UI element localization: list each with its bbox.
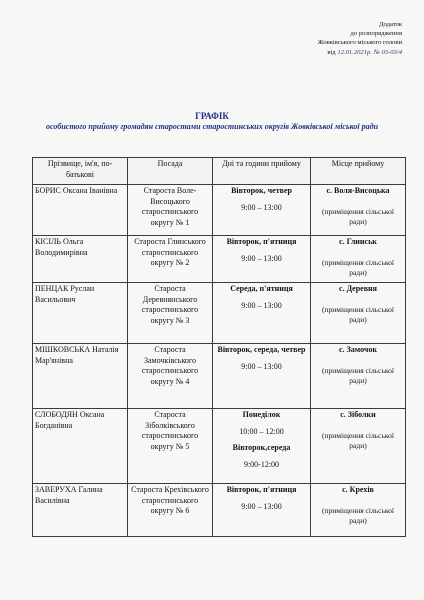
table-row	[33, 409, 406, 484]
cell-place	[311, 344, 406, 409]
cell-days	[213, 283, 311, 344]
given-name: Оксана Іванівна	[62, 186, 118, 195]
cell-days	[213, 409, 311, 484]
header-name: Прізвище, ім'я, по-батькові	[33, 158, 128, 185]
reception-hours: 9:00 – 13:00	[241, 501, 282, 511]
premises: (приміщення сільської ради)	[322, 505, 394, 525]
appendix-date-line	[252, 48, 402, 57]
table-header-row	[33, 158, 406, 185]
cell-days	[213, 484, 311, 537]
reception-days: Середа, п'ятниця	[230, 284, 293, 293]
given-name: Ольга Володимирівна	[35, 237, 88, 257]
village: с. Замочок	[338, 345, 378, 354]
header-post: Посада	[128, 158, 213, 185]
header-place: Місце прийому	[311, 158, 406, 185]
reception-hours-2: 9:00-12:00	[243, 459, 280, 469]
reception-days: Вівторок, п'ятниця	[226, 485, 297, 494]
surname: ЗАВЕРУХА	[35, 485, 77, 494]
appendix-date-prefix: від	[327, 48, 336, 56]
cell-name	[33, 185, 128, 236]
reception-hours: 9:00 – 13:00	[241, 202, 282, 212]
appendix-header	[252, 20, 402, 57]
document-subtitle: особистого прийому громадян старостами старостинських округів Жовківської міської ради	[45, 122, 379, 131]
appendix-number-handwritten: № 03-03/4	[373, 48, 402, 56]
reception-days: Вівторок, четвер	[231, 186, 292, 195]
village: с. Воля-Висоцька	[326, 186, 390, 195]
appendix-date-handwritten: 12.01.2021р.	[337, 48, 372, 56]
cell-name	[33, 283, 128, 344]
table-row	[33, 185, 406, 236]
cell-post: Староста Зіболківського старостинського округу № 5	[128, 409, 213, 484]
surname: ПЕНЦАК	[35, 284, 69, 293]
cell-place	[311, 409, 406, 484]
cell-post: Староста Глинського старостинського округу № 2	[128, 236, 213, 283]
surname: СЛОБОДЯН	[35, 410, 78, 419]
cell-place	[311, 484, 406, 537]
cell-place	[311, 283, 406, 344]
village: с. Деревня	[339, 284, 377, 293]
table-row	[33, 283, 406, 344]
reception-days: Понеділок	[242, 410, 281, 419]
reception-hours: 10:00 – 12:00	[239, 426, 284, 436]
village: с. Крехів	[342, 485, 374, 494]
appendix-label: Додаток	[378, 21, 402, 28]
reception-days-2: Вівторок,середа	[232, 443, 291, 452]
cell-post: Староста Крехівського старостинського округу № 6	[128, 484, 213, 537]
cell-name	[33, 484, 128, 537]
header-days: Дні та години прийому	[213, 158, 311, 185]
cell-name	[33, 409, 128, 484]
table-row	[33, 484, 406, 537]
cell-place	[311, 236, 406, 283]
premises: (приміщення сільської ради)	[322, 365, 394, 385]
premises: (приміщення сільської ради)	[322, 304, 394, 324]
table-row	[33, 344, 406, 409]
cell-days	[213, 344, 311, 409]
cell-post: Староста Замочківського старостинського округу № 4	[128, 344, 213, 409]
given-name: Галина Василівна	[35, 485, 103, 505]
table-row	[33, 236, 406, 283]
reception-schedule-table	[32, 157, 406, 537]
given-name: Наталія Мар'янівна	[35, 345, 119, 365]
cell-post: Староста Деревнянського старостинського округу № 3	[128, 283, 213, 344]
cell-days	[213, 236, 311, 283]
reception-days: Вівторок, п'ятниця	[226, 237, 297, 246]
given-name: Оксана Богданівна	[35, 410, 105, 430]
reception-hours: 9:00 – 13:00	[241, 253, 282, 263]
village: с. Глинськ	[339, 237, 377, 246]
cell-days	[213, 185, 311, 236]
premises: (приміщення сільської ради)	[322, 257, 394, 277]
cell-name	[33, 236, 128, 283]
appendix-mayor: Жовківського міського голови	[317, 39, 402, 47]
given-name: Руслан Васильович	[35, 284, 95, 304]
reception-hours: 9:00 – 13:00	[241, 300, 282, 310]
reception-hours: 9:00 – 13:00	[241, 361, 282, 371]
surname: БОРИС	[35, 186, 61, 195]
appendix-order: до розпорядження	[350, 30, 402, 38]
cell-place	[311, 185, 406, 236]
reception-days: Вівторок, середа, четвер	[217, 345, 306, 354]
premises: (приміщення сільської ради)	[322, 206, 394, 226]
premises: (приміщення сільської ради)	[322, 430, 394, 450]
document-title: ГРАФІК	[195, 111, 229, 121]
surname: КІСІЛЬ	[35, 237, 62, 246]
surname: МІШКОВСЬКА	[35, 345, 91, 354]
cell-post: Староста Воле-Висоцького старостинського округу № 1	[128, 185, 213, 236]
village: с. Зіболки	[340, 410, 376, 419]
cell-name	[33, 344, 128, 409]
